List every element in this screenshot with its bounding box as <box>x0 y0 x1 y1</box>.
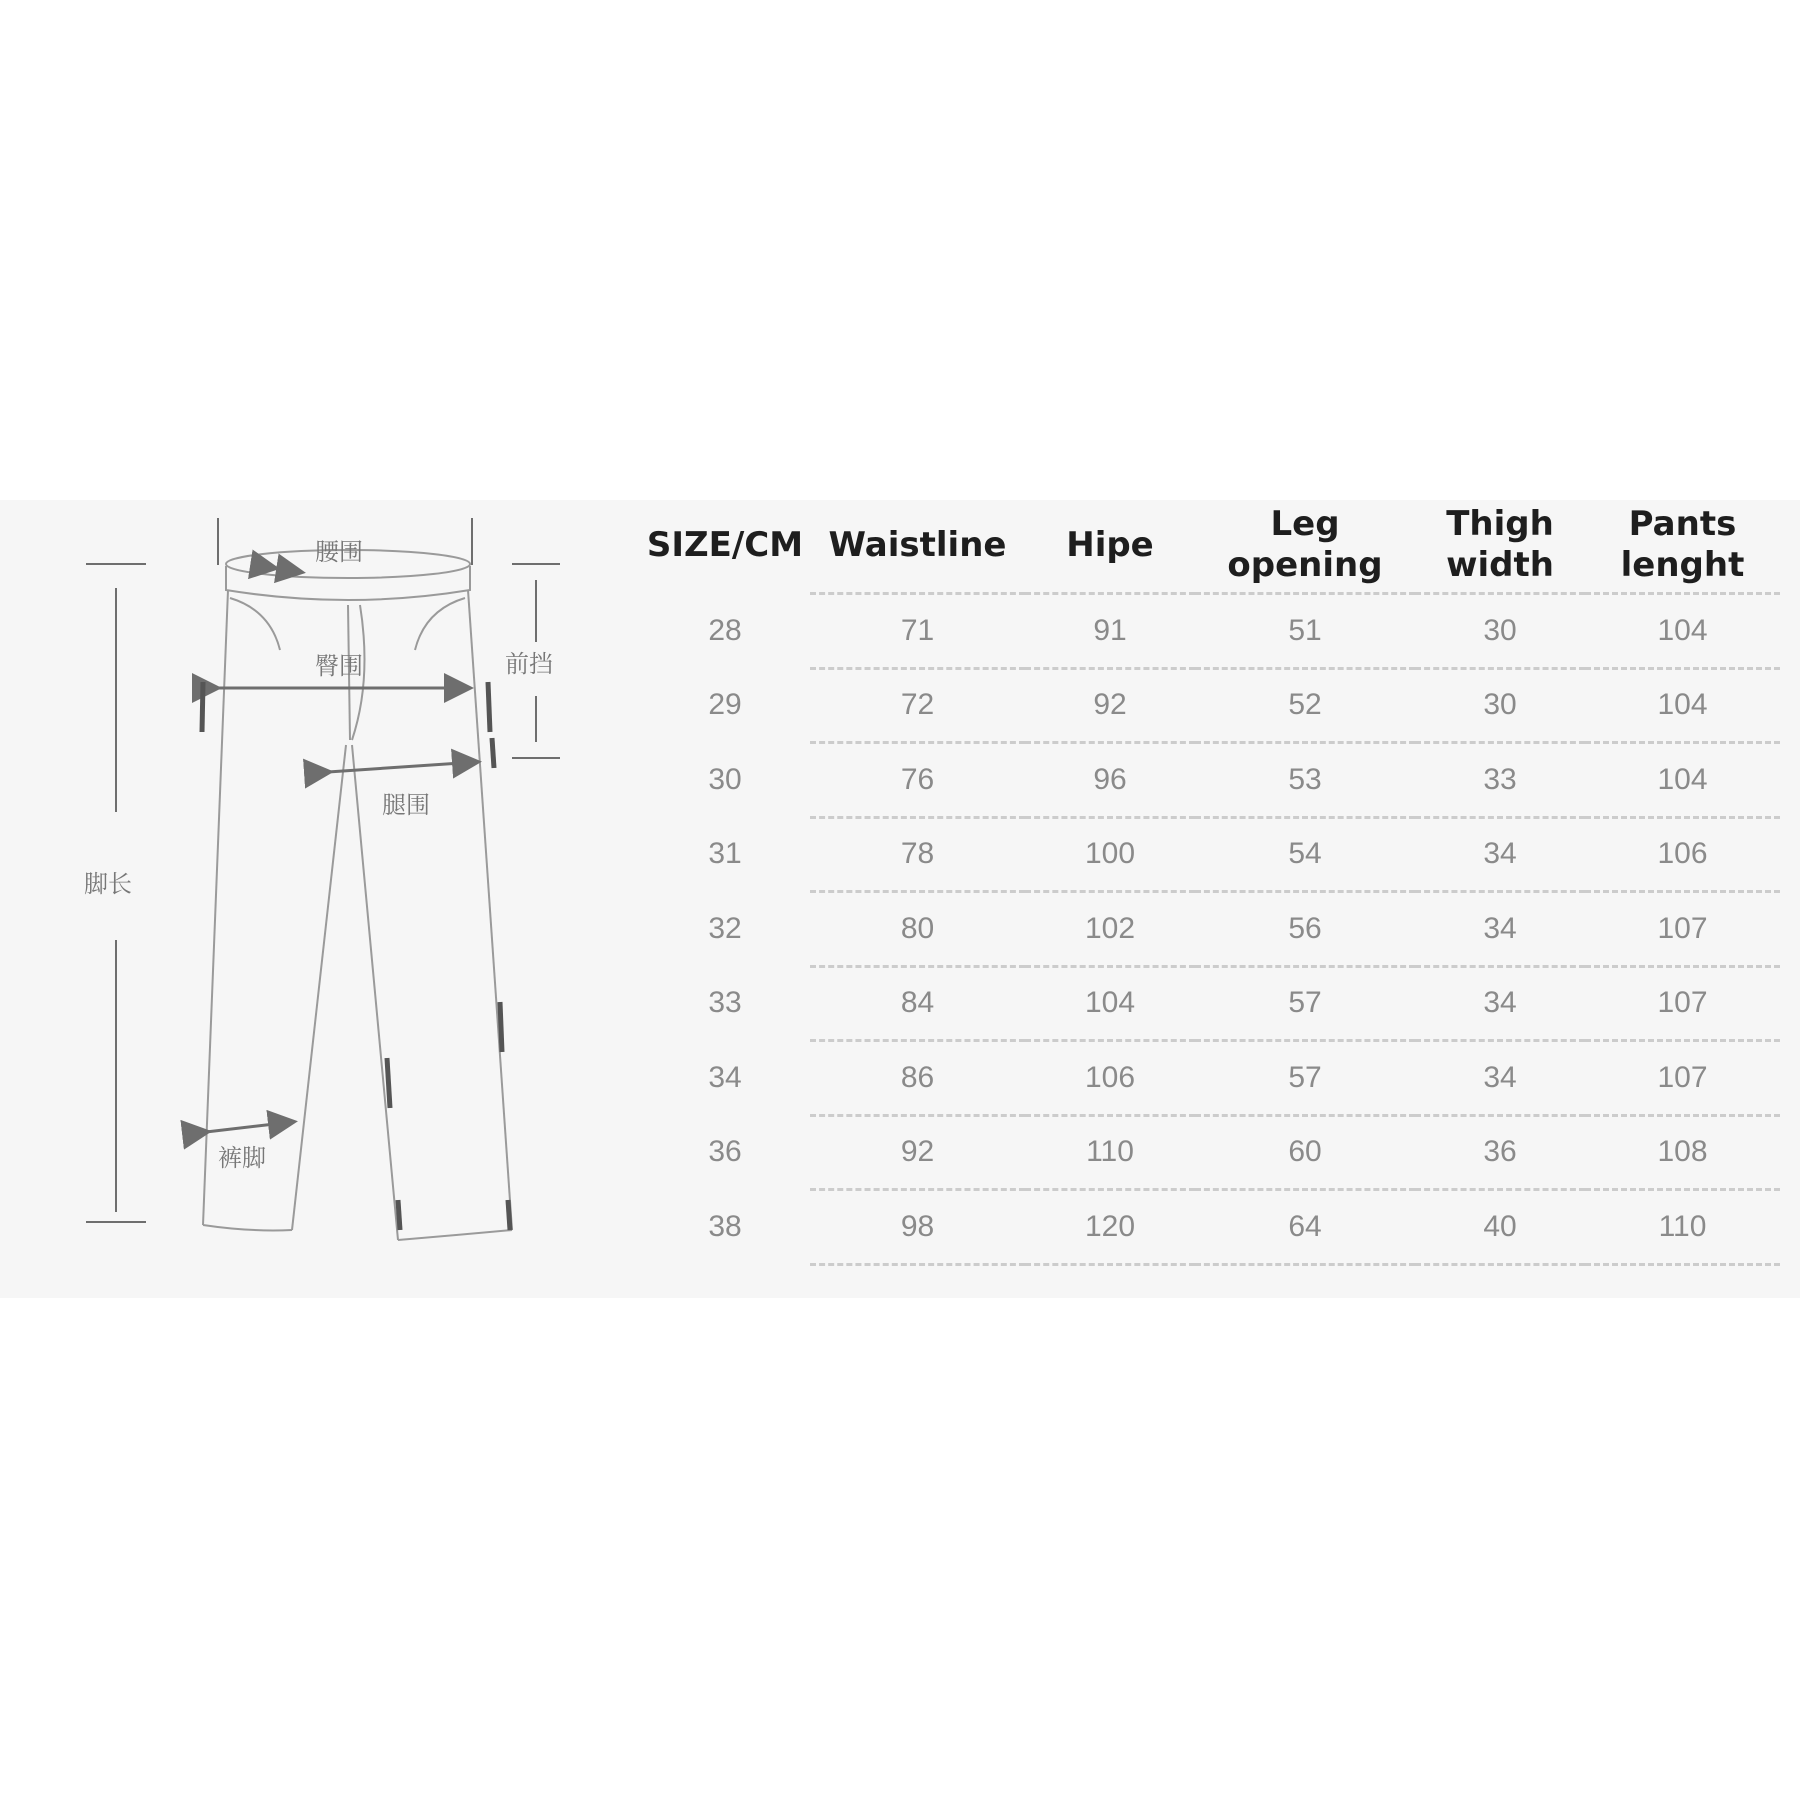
column-header-text: Pants <box>1628 504 1737 545</box>
table-row <box>640 594 1780 669</box>
table-cell: 28 <box>708 613 742 647</box>
table-cell: 72 <box>810 668 1025 743</box>
table-cell: 31 <box>708 837 742 871</box>
table-cell: 51 <box>1195 594 1415 669</box>
label-thigh: 腿围 <box>382 791 430 819</box>
table-row <box>640 1041 1780 1116</box>
table-cell: 52 <box>1195 668 1415 743</box>
table-cell: 106 <box>1585 817 1780 892</box>
table-row <box>640 966 1780 1041</box>
column-header <box>810 498 1025 594</box>
table-cell: 34 <box>708 1060 742 1094</box>
table-row <box>640 1115 1780 1190</box>
table-cell: 102 <box>1025 892 1195 967</box>
table-cell: 92 <box>1025 668 1195 743</box>
column-header-text: Thigh <box>1446 504 1554 545</box>
table-row <box>640 668 1780 743</box>
table-cell: 106 <box>1025 1041 1195 1116</box>
label-waist: 腰围 <box>315 538 363 566</box>
column-header-text: Hipe <box>1066 524 1154 565</box>
table-cell: 40 <box>1415 1190 1585 1265</box>
table-cell: 108 <box>1585 1115 1780 1190</box>
table-cell: 34 <box>1415 817 1585 892</box>
column-header-text: width <box>1446 545 1554 585</box>
pants-measurement-diagram <box>60 510 600 1280</box>
table-cell: 34 <box>1415 892 1585 967</box>
table-body <box>640 594 1780 1265</box>
table-cell: 80 <box>810 892 1025 967</box>
table-cell: 100 <box>1025 817 1195 892</box>
table-cell: 104 <box>1585 743 1780 818</box>
table-cell: 86 <box>810 1041 1025 1116</box>
table-cell: 30 <box>708 762 742 796</box>
table-cell: 104 <box>1025 966 1195 1041</box>
table-cell: 96 <box>1025 743 1195 818</box>
column-header <box>1585 498 1780 594</box>
table-row <box>640 1190 1780 1265</box>
table-cell: 78 <box>810 817 1025 892</box>
table-cell: 120 <box>1025 1190 1195 1265</box>
table-cell: 57 <box>1195 966 1415 1041</box>
label-hip: 臀围 <box>315 652 363 680</box>
table-row <box>640 743 1780 818</box>
table-cell: 110 <box>1025 1115 1195 1190</box>
table-cell: 107 <box>1585 892 1780 967</box>
label-leg-opening: 裤脚 <box>218 1144 266 1172</box>
table-cell: 33 <box>708 986 742 1020</box>
table-cell: 30 <box>1415 668 1585 743</box>
table-cell: 36 <box>708 1135 742 1169</box>
table-cell: 29 <box>708 688 742 722</box>
table-row <box>640 892 1780 967</box>
column-header-text: SIZE/CM <box>646 524 804 565</box>
table-cell: 60 <box>1195 1115 1415 1190</box>
table-cell: 34 <box>1415 1041 1585 1116</box>
pants-illustration <box>60 510 600 1280</box>
table-cell: 76 <box>810 743 1025 818</box>
column-header-text: opening <box>1227 545 1383 585</box>
table-cell: 57 <box>1195 1041 1415 1116</box>
table-cell: 36 <box>1415 1115 1585 1190</box>
table-cell: 54 <box>1195 817 1415 892</box>
column-header <box>1025 498 1195 594</box>
table-cell: 30 <box>1415 594 1585 669</box>
table-cell: 110 <box>1585 1190 1780 1265</box>
column-header <box>1415 498 1585 594</box>
table-cell: 107 <box>1585 966 1780 1041</box>
table-cell: 56 <box>1195 892 1415 967</box>
table-cell: 91 <box>1025 594 1195 669</box>
table-cell: 98 <box>810 1190 1025 1265</box>
table-cell: 38 <box>708 1209 742 1243</box>
column-header <box>640 498 810 594</box>
table-cell: 84 <box>810 966 1025 1041</box>
column-header-text: Waistline <box>828 524 1007 565</box>
table-cell: 53 <box>1195 743 1415 818</box>
column-header-text: Leg <box>1270 504 1340 545</box>
table-header-row <box>640 498 1780 594</box>
column-header <box>1195 498 1415 594</box>
table-cell: 32 <box>708 911 742 945</box>
table-cell: 104 <box>1585 594 1780 669</box>
size-table <box>640 498 1780 1266</box>
table-cell: 107 <box>1585 1041 1780 1116</box>
table-row <box>640 817 1780 892</box>
table-cell: 104 <box>1585 668 1780 743</box>
table-cell: 33 <box>1415 743 1585 818</box>
table-cell: 71 <box>810 594 1025 669</box>
label-front-rise: 前挡 <box>505 650 553 678</box>
table-cell: 64 <box>1195 1190 1415 1265</box>
column-header-text: lenght <box>1620 545 1745 585</box>
label-length: 脚长 <box>84 870 132 898</box>
table-cell: 92 <box>810 1115 1025 1190</box>
table-cell: 34 <box>1415 966 1585 1041</box>
